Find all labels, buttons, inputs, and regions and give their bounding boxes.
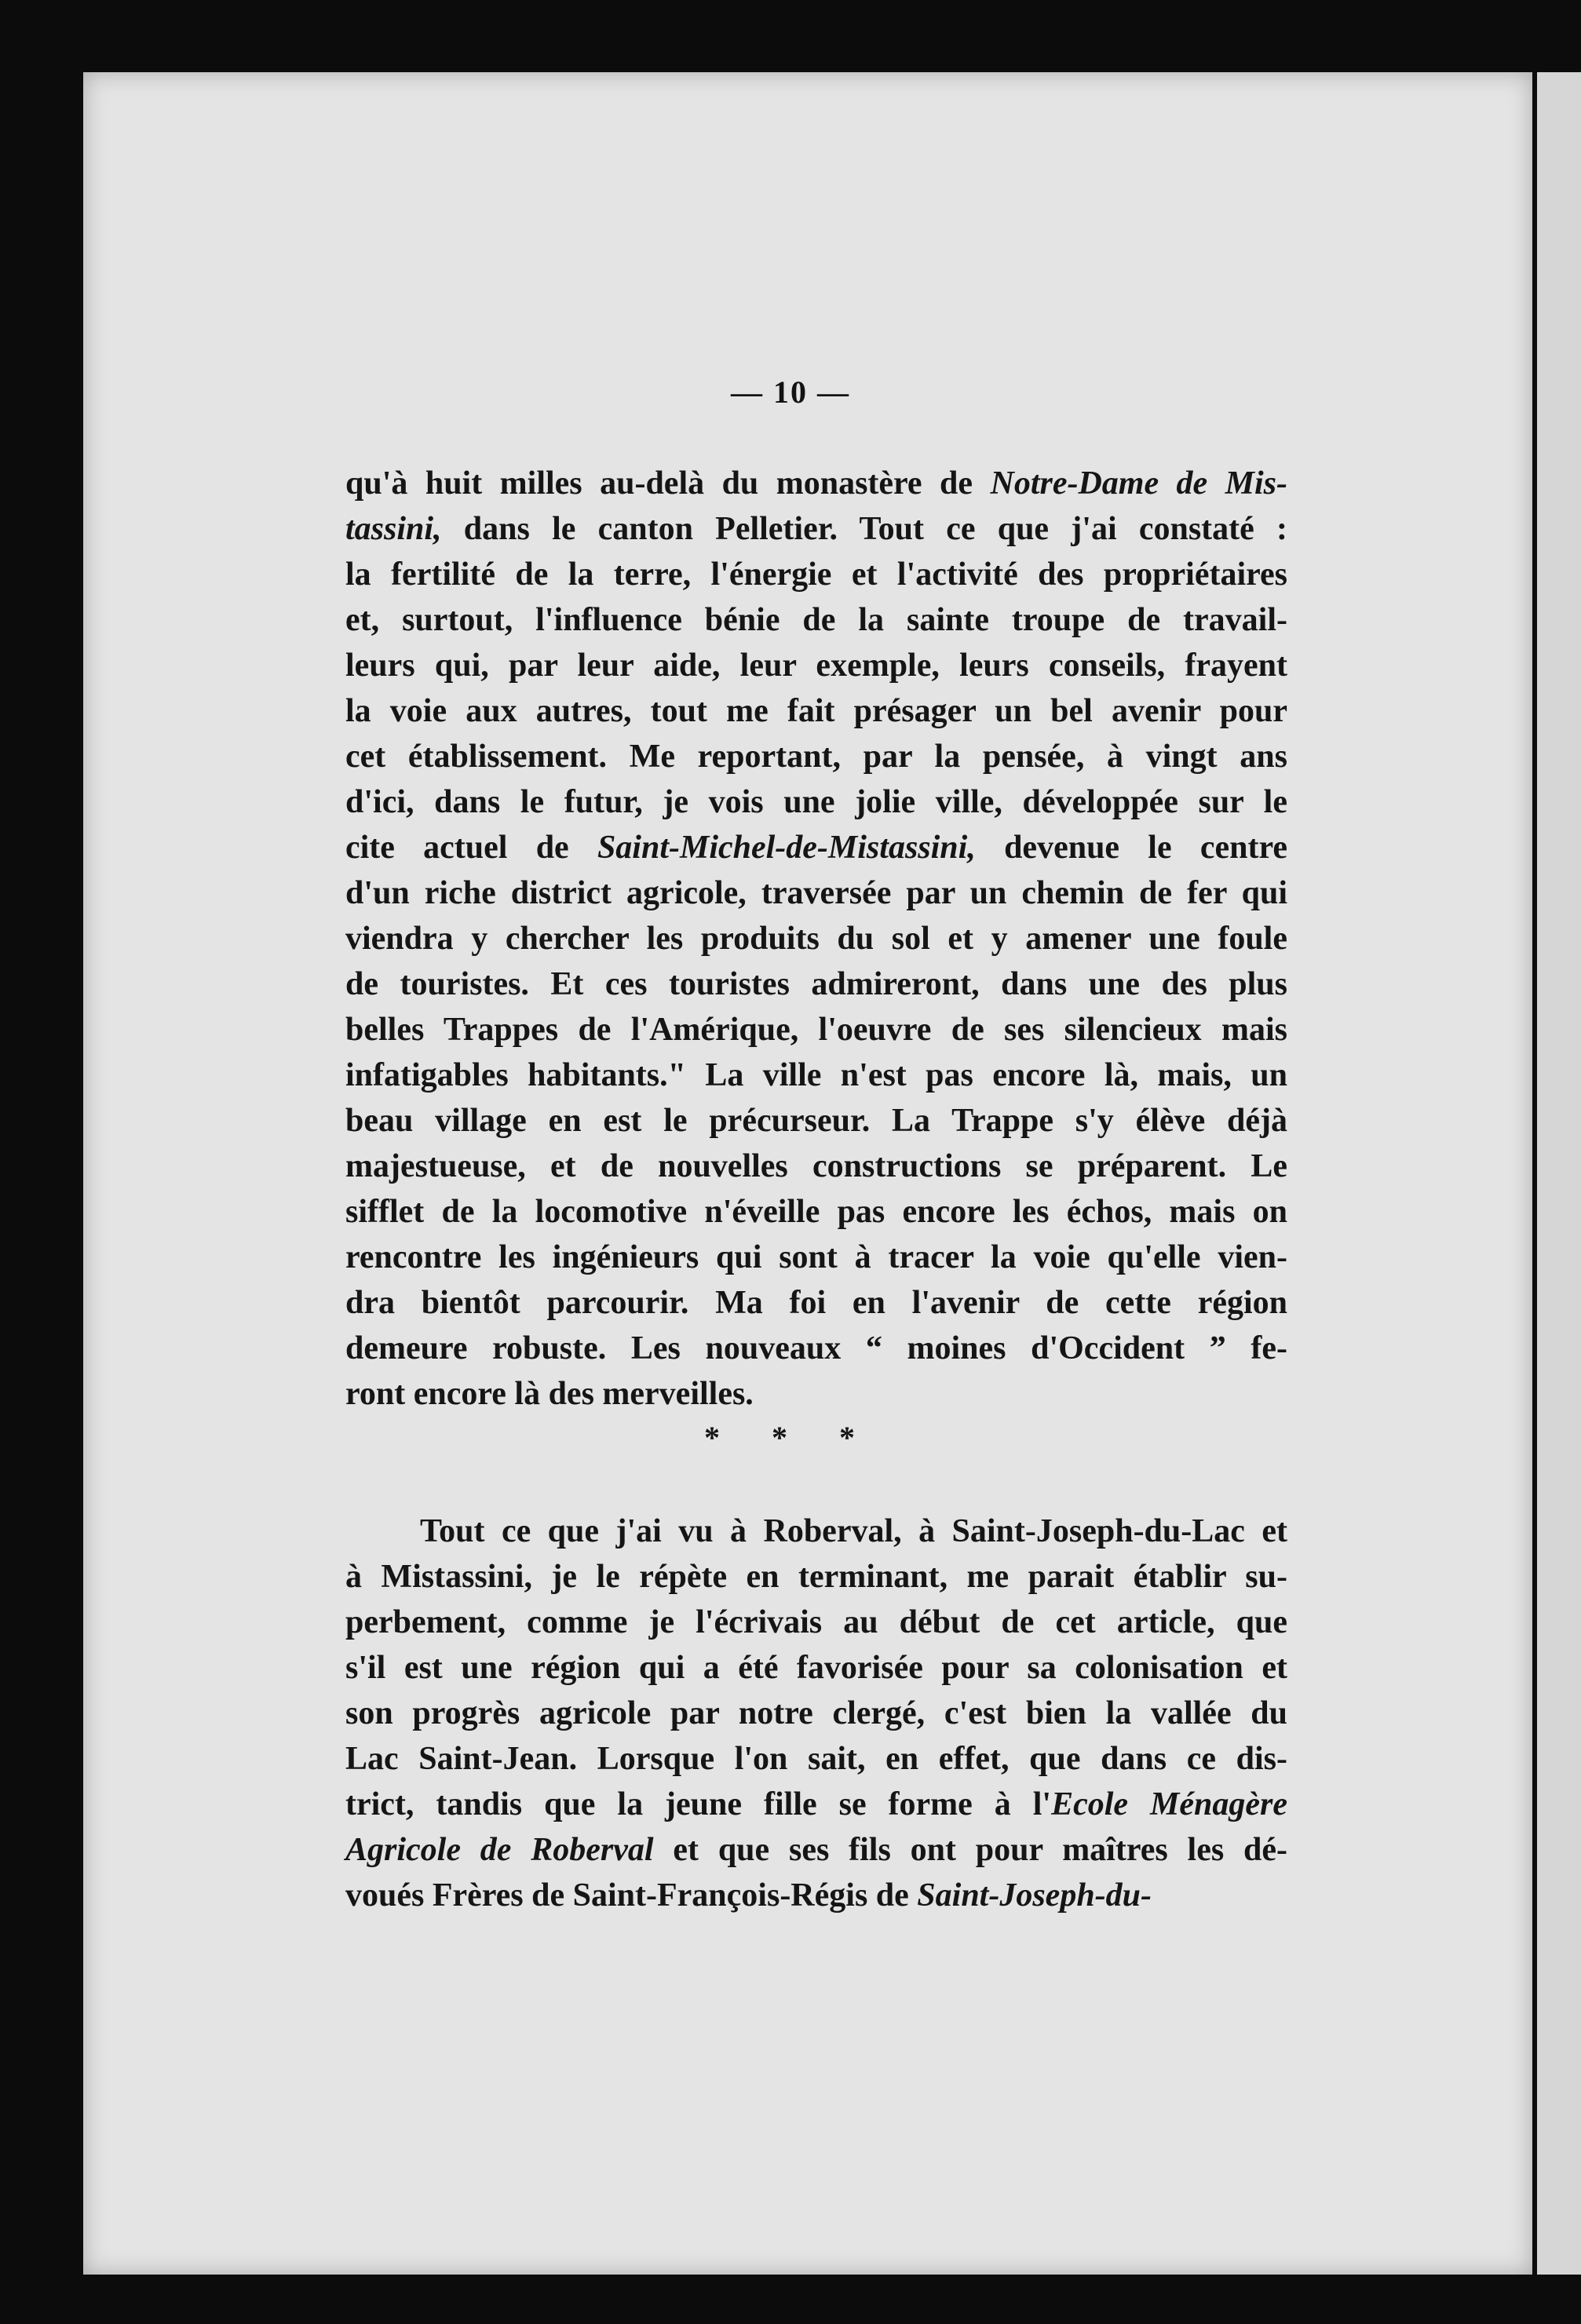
text-line: son progrès agricole par notre clergé, c'est bien la vallée du: [345, 1695, 1287, 1731]
paragraph-1: [345, 461, 1287, 1417]
text-line: infatigables habitants." La ville n'est pas encore là, mais, un: [345, 1057, 1287, 1093]
text-line: de touristes. Et ces touristes admireront, dans une des plus: [345, 966, 1287, 1002]
text-line: la voie aux autres, tout me fait présager un bel avenir pour: [345, 693, 1287, 729]
text-line: majestueuse, et de nouvelles constructions se préparent. Le: [345, 1148, 1287, 1184]
text-line: ront encore là des merveilles.: [345, 1376, 754, 1412]
text-line: voués Frères de Saint-François-Régis de Saint-Joseph-du-: [345, 1877, 1152, 1914]
page-number: — 10 —: [731, 374, 850, 410]
text-line: rencontre les ingénieurs qui sont à tracer la voie qu'elle vien-: [345, 1239, 1287, 1275]
text-line: Lac Saint-Jean. Lorsque l'on sait, en effet, que dans ce dis-: [345, 1741, 1287, 1777]
text-line: Tout ce que j'ai vu à Roberval, à Saint-Joseph-du-Lac et: [420, 1513, 1287, 1549]
text-line: dra bientôt parcourir. Ma foi en l'avenir de cette région: [345, 1285, 1287, 1321]
italic-text: tassini,: [345, 511, 442, 547]
text-line: leurs qui, par leur aide, leur exemple, leurs conseils, frayent: [345, 648, 1287, 684]
text-line: la fertilité de la terre, l'énergie et l'activité des propriétaires: [345, 556, 1287, 593]
text-line: d'ici, dans le futur, je vois une jolie ville, développée sur le: [345, 784, 1287, 820]
text-line: cite actuel de Saint-Michel-de-Mistassini, devenue le centre: [345, 830, 1287, 866]
text-line: à Mistassini, je le répète en terminant, me parait établir su-: [345, 1559, 1287, 1595]
text-line: et, surtout, l'influence bénie de la sainte troupe de travail-: [345, 602, 1287, 638]
text-line: tassini, dans le canton Pelletier. Tout ce que j'ai constaté :: [345, 511, 1287, 547]
text-line: sifflet de la locomotive n'éveille pas encore les échos, mais on: [345, 1194, 1287, 1230]
text-line: viendra y chercher les produits du sol et y amener une foule: [345, 921, 1287, 957]
italic-text: Saint-Michel-de-Mistassini,: [597, 830, 976, 866]
italic-text: Notre-Dame de Mis-: [990, 465, 1287, 502]
italic-text: Ecole Ménagère: [1051, 1786, 1287, 1822]
text-line: cet établissement. Me reportant, par la pensée, à vingt ans: [345, 739, 1287, 775]
text-line: belles Trappes de l'Amérique, l'oeuvre de ses silencieux mais: [345, 1012, 1287, 1048]
text-line: d'un riche district agricole, traversée par un chemin de fer qui: [345, 875, 1287, 911]
section-separator: * * *: [704, 1420, 877, 1455]
text-line: demeure robuste. Les nouveaux “ moines d'Occident ” fe-: [345, 1330, 1287, 1366]
italic-text: Saint-Joseph-du-: [917, 1877, 1152, 1914]
text-line: Agricole de Roberval et que ses fils ont pour maîtres les dé-: [345, 1832, 1287, 1868]
text-line: s'il est une région qui a été favorisée pour sa colonisation et: [345, 1650, 1287, 1686]
text-line: beau village en est le précurseur. La Trappe s'y élève déjà: [345, 1103, 1287, 1139]
italic-text: Agricole de Roberval: [345, 1832, 654, 1868]
paragraph-2: [345, 1509, 1287, 1918]
text-line: trict, tandis que la jeune fille se forme à l'Ecole Ménagère: [345, 1786, 1287, 1822]
text-line: perbement, comme je l'écrivais au début de cet article, que: [345, 1604, 1287, 1640]
text-line: qu'à huit milles au-delà du monastère de Notre-Dame de Mis-: [345, 465, 1287, 502]
